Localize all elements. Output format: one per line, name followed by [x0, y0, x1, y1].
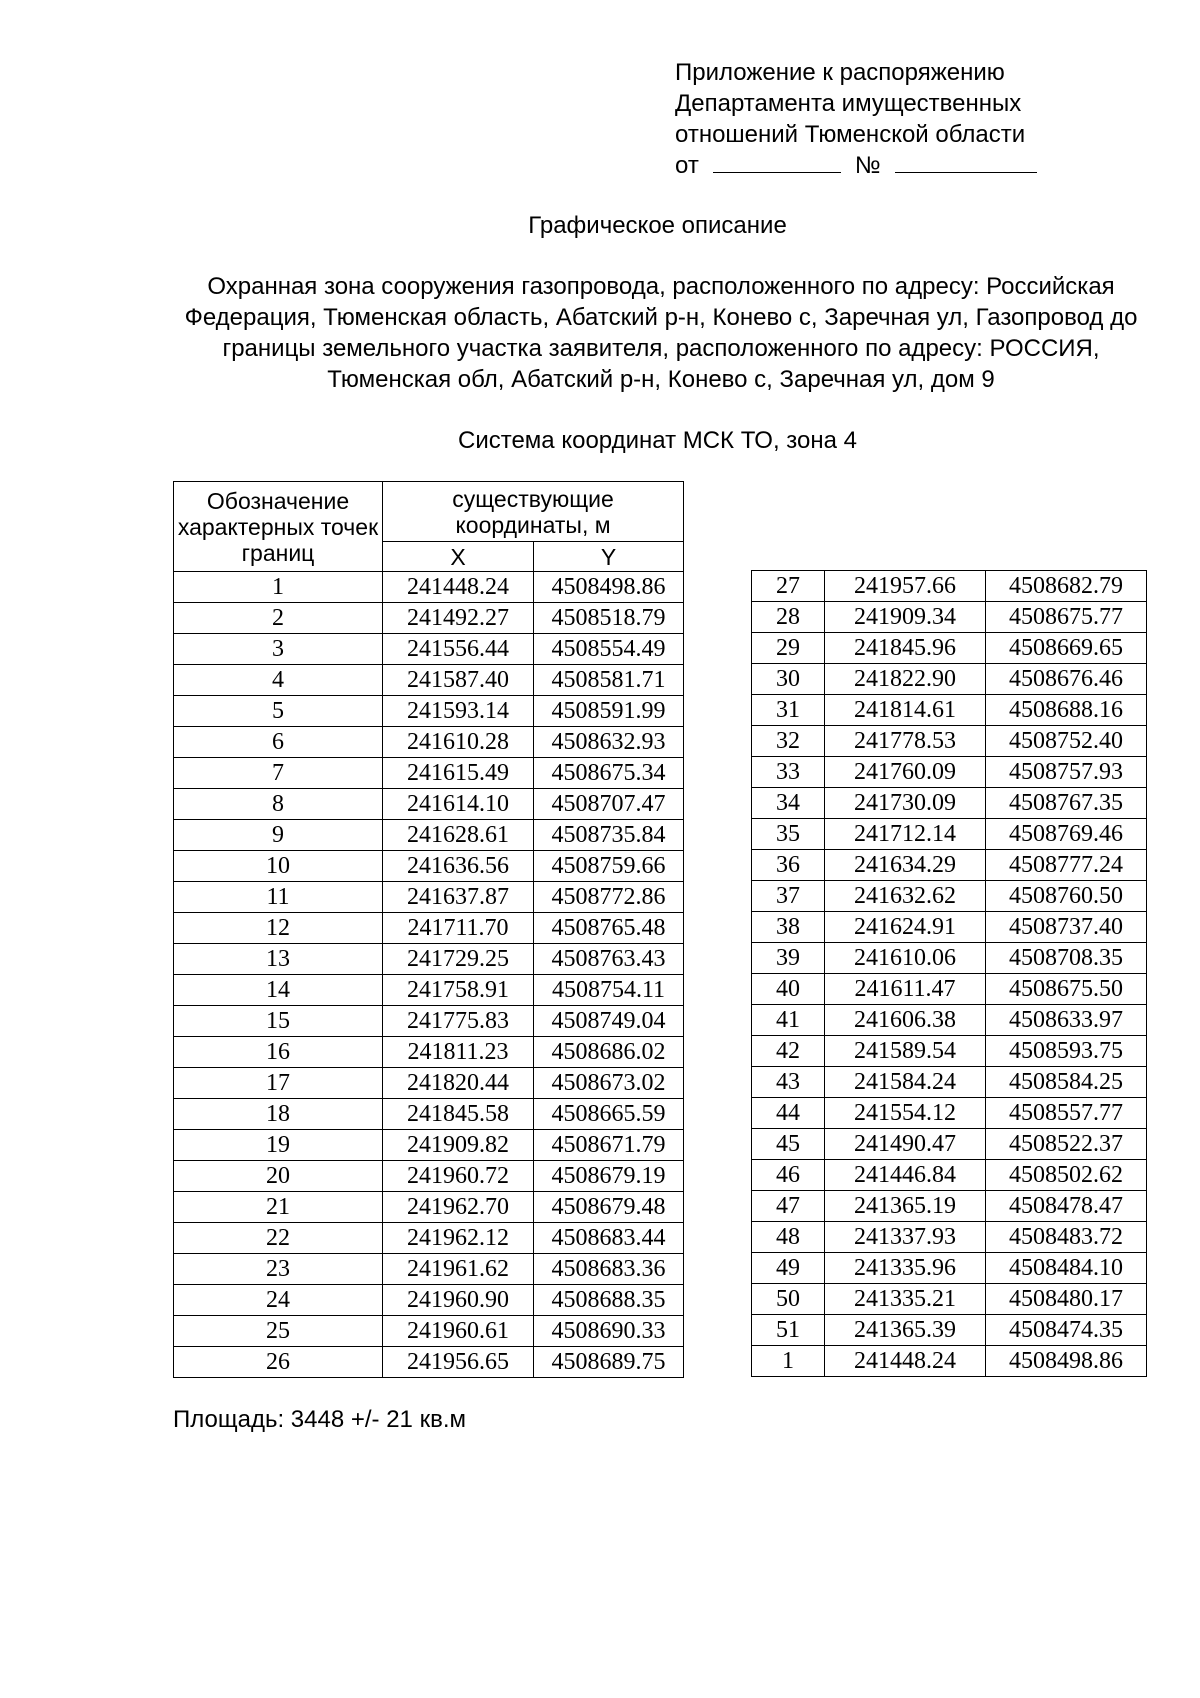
table-row	[174, 572, 684, 603]
appendix-date-number-line	[675, 150, 1037, 181]
y-coordinate-cell: 4508484.10	[986, 1253, 1147, 1284]
table-row	[174, 727, 684, 758]
point-number-cell: 20	[174, 1161, 383, 1192]
table-row	[174, 851, 684, 882]
x-coordinate-cell: 241448.24	[383, 572, 534, 603]
x-coordinate-cell: 241335.96	[825, 1253, 986, 1284]
y-coordinate-cell: 4508671.79	[534, 1130, 684, 1161]
table-row	[752, 757, 1147, 788]
x-coordinate-cell: 241758.91	[383, 975, 534, 1006]
x-coordinate-cell: 241611.47	[825, 974, 986, 1005]
x-coordinate-cell: 241446.84	[825, 1160, 986, 1191]
x-coordinate-cell: 241962.70	[383, 1192, 534, 1223]
x-coordinate-cell: 241956.65	[383, 1347, 534, 1378]
y-coordinate-cell: 4508772.86	[534, 882, 684, 913]
point-number-cell: 43	[752, 1067, 825, 1098]
y-coordinate-cell: 4508765.48	[534, 913, 684, 944]
y-coordinate-cell: 4508557.77	[986, 1098, 1147, 1129]
table-row	[174, 758, 684, 789]
y-coordinate-cell: 4508752.40	[986, 726, 1147, 757]
number-blank	[895, 150, 1037, 173]
table-row	[174, 1192, 684, 1223]
point-number-cell: 50	[752, 1284, 825, 1315]
table-row	[174, 634, 684, 665]
point-number-cell: 22	[174, 1223, 383, 1254]
zone-description: Охранная зона сооружения газопровода, расположенного по адресу: Российская Федерация, Тюменская область, Абатский р-н, Конево с, Заречная ул, Газопровод до границы земельного участка заявителя, расположенного по адресу: РОССИЯ, Тюменская обл, Абатский р-н, Конево с, Заречная ул, дом 9	[184, 273, 1138, 393]
table-row	[174, 665, 684, 696]
y-coordinate-cell: 4508757.93	[986, 757, 1147, 788]
point-number-cell: 19	[174, 1130, 383, 1161]
y-coordinate-cell: 4508675.34	[534, 758, 684, 789]
y-coordinate-cell: 4508769.46	[986, 819, 1147, 850]
point-number-cell: 29	[752, 633, 825, 664]
x-coordinate-cell: 241593.14	[383, 696, 534, 727]
y-coordinate-cell: 4508679.48	[534, 1192, 684, 1223]
x-coordinate-cell: 241365.39	[825, 1315, 986, 1346]
point-number-cell: 32	[752, 726, 825, 757]
point-number-cell: 14	[174, 975, 383, 1006]
point-number-cell: 21	[174, 1192, 383, 1223]
y-coordinate-cell: 4508581.71	[534, 665, 684, 696]
from-label: от	[675, 152, 699, 179]
x-coordinate-cell: 241711.70	[383, 913, 534, 944]
table-row	[174, 1254, 684, 1285]
y-coordinate-cell: 4508777.24	[986, 850, 1147, 881]
right-table-body	[752, 571, 1147, 1377]
x-coordinate-cell: 241712.14	[825, 819, 986, 850]
point-number-cell: 15	[174, 1006, 383, 1037]
table-row	[752, 912, 1147, 943]
point-number-cell: 9	[174, 820, 383, 851]
point-number-cell: 23	[174, 1254, 383, 1285]
y-coordinate-cell: 4508474.35	[986, 1315, 1147, 1346]
x-coordinate-cell: 241610.28	[383, 727, 534, 758]
point-number-cell: 16	[174, 1037, 383, 1068]
x-coordinate-cell: 241628.61	[383, 820, 534, 851]
x-coordinate-cell: 241822.90	[825, 664, 986, 695]
y-coordinate-cell: 4508686.02	[534, 1037, 684, 1068]
point-number-cell: 45	[752, 1129, 825, 1160]
point-number-cell: 6	[174, 727, 383, 758]
point-number-cell: 49	[752, 1253, 825, 1284]
x-coordinate-cell: 241760.09	[825, 757, 986, 788]
table-row	[174, 1037, 684, 1068]
point-number-cell: 39	[752, 943, 825, 974]
y-coordinate-cell: 4508554.49	[534, 634, 684, 665]
table-row	[174, 1161, 684, 1192]
table-row	[752, 571, 1147, 602]
point-number-cell: 44	[752, 1098, 825, 1129]
y-coordinate-cell: 4508676.46	[986, 664, 1147, 695]
x-coordinate-cell: 241632.62	[825, 881, 986, 912]
y-coordinate-cell: 4508675.77	[986, 602, 1147, 633]
point-number-cell: 3	[174, 634, 383, 665]
x-coordinate-cell: 241775.83	[383, 1006, 534, 1037]
table-row	[752, 850, 1147, 881]
y-coordinate-cell: 4508690.33	[534, 1316, 684, 1347]
table-row	[752, 1005, 1147, 1036]
point-number-cell: 5	[174, 696, 383, 727]
header-y: Y	[534, 542, 684, 572]
point-number-cell: 1	[174, 572, 383, 603]
x-coordinate-cell: 241335.21	[825, 1284, 986, 1315]
number-label: №	[854, 152, 881, 179]
point-number-cell: 18	[174, 1099, 383, 1130]
x-coordinate-cell: 241337.93	[825, 1222, 986, 1253]
x-coordinate-cell: 241730.09	[825, 788, 986, 819]
y-coordinate-cell: 4508689.75	[534, 1347, 684, 1378]
point-number-cell: 38	[752, 912, 825, 943]
y-coordinate-cell: 4508483.72	[986, 1222, 1147, 1253]
table-row	[752, 602, 1147, 633]
table-row	[174, 789, 684, 820]
y-coordinate-cell: 4508584.25	[986, 1067, 1147, 1098]
table-row	[174, 1223, 684, 1254]
y-coordinate-cell: 4508767.35	[986, 788, 1147, 819]
x-coordinate-cell: 241615.49	[383, 758, 534, 789]
point-number-cell: 42	[752, 1036, 825, 1067]
point-number-cell: 51	[752, 1315, 825, 1346]
appendix-line-2: Департамента имущественных	[675, 90, 1022, 117]
y-coordinate-cell: 4508675.50	[986, 974, 1147, 1005]
y-coordinate-cell: 4508707.47	[534, 789, 684, 820]
point-number-cell: 33	[752, 757, 825, 788]
point-number-cell: 37	[752, 881, 825, 912]
x-coordinate-cell: 241606.38	[825, 1005, 986, 1036]
point-number-cell: 4	[174, 665, 383, 696]
point-number-cell: 10	[174, 851, 383, 882]
table-row	[752, 1346, 1147, 1377]
table-row	[752, 1253, 1147, 1284]
left-table-body	[174, 572, 684, 1378]
x-coordinate-cell: 241729.25	[383, 944, 534, 975]
y-coordinate-cell: 4508708.35	[986, 943, 1147, 974]
x-coordinate-cell: 241556.44	[383, 634, 534, 665]
table-row	[752, 633, 1147, 664]
point-number-cell: 46	[752, 1160, 825, 1191]
x-coordinate-cell: 241960.90	[383, 1285, 534, 1316]
x-coordinate-cell: 241845.58	[383, 1099, 534, 1130]
x-coordinate-cell: 241960.61	[383, 1316, 534, 1347]
table-row	[752, 1036, 1147, 1067]
y-coordinate-cell: 4508683.44	[534, 1223, 684, 1254]
table-row	[752, 943, 1147, 974]
table-row	[174, 696, 684, 727]
table-row	[752, 1284, 1147, 1315]
point-number-cell: 26	[174, 1347, 383, 1378]
table-row	[174, 882, 684, 913]
coordinate-system: Система координат МСК ТО, зона 4	[458, 427, 857, 454]
point-number-cell: 2	[174, 603, 383, 634]
point-number-cell: 25	[174, 1316, 383, 1347]
y-coordinate-cell: 4508591.99	[534, 696, 684, 727]
table-row	[174, 1285, 684, 1316]
point-number-cell: 41	[752, 1005, 825, 1036]
table-row	[174, 603, 684, 634]
x-coordinate-cell: 241957.66	[825, 571, 986, 602]
table-row	[752, 1222, 1147, 1253]
header-point-name: Обозначение характерных точек границ	[174, 482, 383, 572]
point-number-cell: 34	[752, 788, 825, 819]
point-number-cell: 27	[752, 571, 825, 602]
coordinates-table-left	[173, 481, 684, 1378]
x-coordinate-cell: 241448.24	[825, 1346, 986, 1377]
header-x: X	[383, 542, 534, 572]
y-coordinate-cell: 4508673.02	[534, 1068, 684, 1099]
y-coordinate-cell: 4508478.47	[986, 1191, 1147, 1222]
point-number-cell: 11	[174, 882, 383, 913]
point-number-cell: 24	[174, 1285, 383, 1316]
point-number-cell: 8	[174, 789, 383, 820]
y-coordinate-cell: 4508522.37	[986, 1129, 1147, 1160]
x-coordinate-cell: 241634.29	[825, 850, 986, 881]
x-coordinate-cell: 241820.44	[383, 1068, 534, 1099]
x-coordinate-cell: 241811.23	[383, 1037, 534, 1068]
y-coordinate-cell: 4508759.66	[534, 851, 684, 882]
table-row	[174, 913, 684, 944]
y-coordinate-cell: 4508754.11	[534, 975, 684, 1006]
y-coordinate-cell: 4508679.19	[534, 1161, 684, 1192]
y-coordinate-cell: 4508498.86	[986, 1346, 1147, 1377]
point-number-cell: 36	[752, 850, 825, 881]
point-number-cell: 48	[752, 1222, 825, 1253]
table-row	[174, 1068, 684, 1099]
x-coordinate-cell: 241584.24	[825, 1067, 986, 1098]
point-number-cell: 40	[752, 974, 825, 1005]
x-coordinate-cell: 241589.54	[825, 1036, 986, 1067]
document-title: Графическое описание	[528, 212, 787, 239]
point-number-cell: 17	[174, 1068, 383, 1099]
x-coordinate-cell: 241610.06	[825, 943, 986, 974]
table-row	[752, 1315, 1147, 1346]
y-coordinate-cell: 4508688.35	[534, 1285, 684, 1316]
area-summary: Площадь: 3448 +/- 21 кв.м	[173, 1406, 466, 1433]
y-coordinate-cell: 4508669.65	[986, 633, 1147, 664]
table-row	[174, 1130, 684, 1161]
x-coordinate-cell: 241614.10	[383, 789, 534, 820]
y-coordinate-cell: 4508735.84	[534, 820, 684, 851]
table-row	[174, 1006, 684, 1037]
x-coordinate-cell: 241960.72	[383, 1161, 534, 1192]
appendix-block	[675, 57, 1037, 181]
date-blank	[713, 150, 841, 173]
table-row	[174, 975, 684, 1006]
y-coordinate-cell: 4508737.40	[986, 912, 1147, 943]
table-row	[174, 820, 684, 851]
table-row	[752, 1160, 1147, 1191]
appendix-line-3: отношений Тюменской области	[675, 121, 1026, 148]
table-row	[174, 944, 684, 975]
point-number-cell: 28	[752, 602, 825, 633]
point-number-cell: 13	[174, 944, 383, 975]
table-row	[752, 695, 1147, 726]
y-coordinate-cell: 4508760.50	[986, 881, 1147, 912]
table-row	[752, 819, 1147, 850]
y-coordinate-cell: 4508749.04	[534, 1006, 684, 1037]
y-coordinate-cell: 4508665.59	[534, 1099, 684, 1130]
x-coordinate-cell: 241909.82	[383, 1130, 534, 1161]
point-number-cell: 31	[752, 695, 825, 726]
y-coordinate-cell: 4508518.79	[534, 603, 684, 634]
x-coordinate-cell: 241636.56	[383, 851, 534, 882]
point-number-cell: 12	[174, 913, 383, 944]
point-number-cell: 7	[174, 758, 383, 789]
x-coordinate-cell: 241962.12	[383, 1223, 534, 1254]
x-coordinate-cell: 241909.34	[825, 602, 986, 633]
table-row	[752, 1129, 1147, 1160]
x-coordinate-cell: 241365.19	[825, 1191, 986, 1222]
point-number-cell: 47	[752, 1191, 825, 1222]
x-coordinate-cell: 241587.40	[383, 665, 534, 696]
table-row	[752, 1098, 1147, 1129]
y-coordinate-cell: 4508633.97	[986, 1005, 1147, 1036]
y-coordinate-cell: 4508502.62	[986, 1160, 1147, 1191]
x-coordinate-cell: 241490.47	[825, 1129, 986, 1160]
x-coordinate-cell: 241624.91	[825, 912, 986, 943]
y-coordinate-cell: 4508593.75	[986, 1036, 1147, 1067]
table-row	[752, 1067, 1147, 1098]
appendix-line-1: Приложение к распоряжению	[675, 59, 1005, 86]
x-coordinate-cell: 241961.62	[383, 1254, 534, 1285]
table-row	[752, 788, 1147, 819]
y-coordinate-cell: 4508688.16	[986, 695, 1147, 726]
x-coordinate-cell: 241845.96	[825, 633, 986, 664]
table-row	[174, 1316, 684, 1347]
table-row	[752, 881, 1147, 912]
point-number-cell: 1	[752, 1346, 825, 1377]
y-coordinate-cell: 4508480.17	[986, 1284, 1147, 1315]
point-number-cell: 30	[752, 664, 825, 695]
x-coordinate-cell: 241554.12	[825, 1098, 986, 1129]
header-coordinates: существующие координаты, м	[383, 482, 684, 542]
table-row	[752, 1191, 1147, 1222]
x-coordinate-cell: 241492.27	[383, 603, 534, 634]
x-coordinate-cell: 241637.87	[383, 882, 534, 913]
table-row	[752, 974, 1147, 1005]
table-row	[174, 1099, 684, 1130]
coordinates-table-right	[751, 570, 1147, 1377]
y-coordinate-cell: 4508498.86	[534, 572, 684, 603]
y-coordinate-cell: 4508763.43	[534, 944, 684, 975]
table-row	[752, 664, 1147, 695]
y-coordinate-cell: 4508632.93	[534, 727, 684, 758]
x-coordinate-cell: 241778.53	[825, 726, 986, 757]
x-coordinate-cell: 241814.61	[825, 695, 986, 726]
table-row	[174, 1347, 684, 1378]
y-coordinate-cell: 4508682.79	[986, 571, 1147, 602]
table-row	[752, 726, 1147, 757]
y-coordinate-cell: 4508683.36	[534, 1254, 684, 1285]
point-number-cell: 35	[752, 819, 825, 850]
